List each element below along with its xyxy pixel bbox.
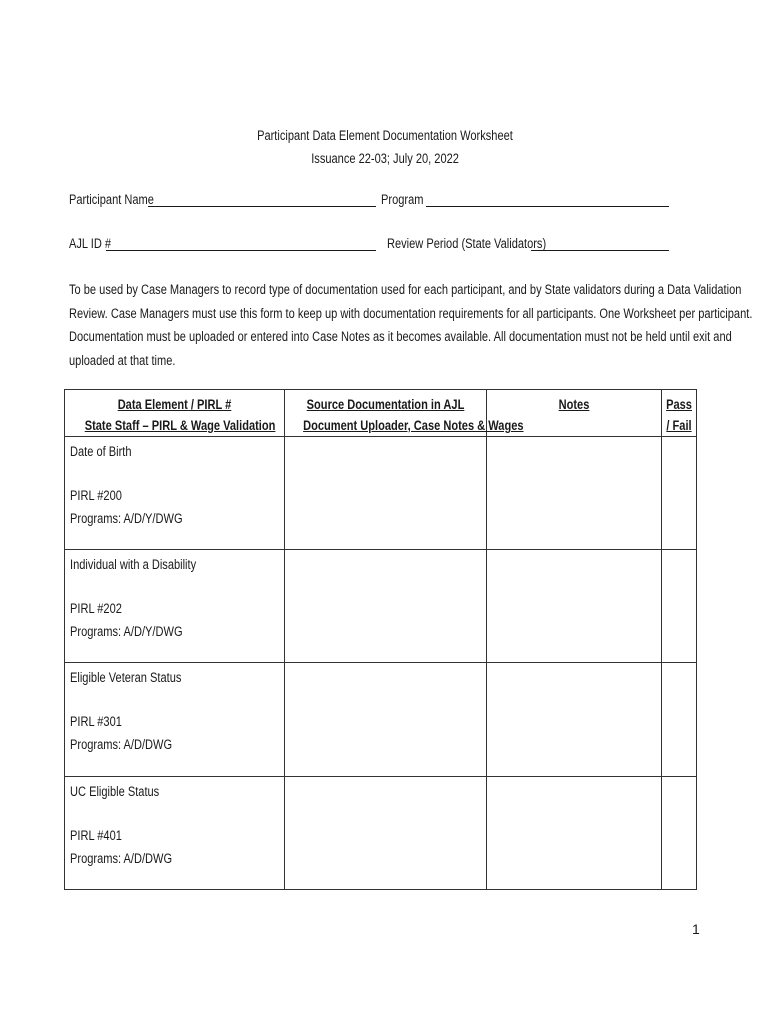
document-title: Participant Data Element Documentation Worksheet: [257, 128, 513, 143]
ajl-id-field: [69, 236, 120, 251]
header-data-element: Data Element / PIRL # State Staff – PIRL & Wage Validation: [65, 390, 285, 437]
source-documentation-cell[interactable]: [285, 777, 487, 890]
data-element-cell: [65, 550, 285, 663]
header-notes: Notes: [487, 390, 662, 437]
element-name: UC Eligible Status: [70, 784, 160, 799]
pirl-number: PIRL #301: [70, 714, 122, 729]
participant-program-row: [69, 192, 679, 212]
ajl-id-label: AJL ID #: [69, 236, 112, 251]
ajl-id-blank[interactable]: [106, 250, 376, 251]
program-blank[interactable]: [426, 206, 669, 207]
instructions-paragraph: [69, 278, 770, 372]
source-documentation-cell[interactable]: [285, 437, 487, 550]
element-name: Date of Birth: [70, 444, 132, 459]
data-element-cell: [65, 777, 285, 890]
notes-cell[interactable]: [487, 663, 662, 777]
program-field: [381, 192, 433, 207]
header-pass-fail: Pass / Fail: [662, 390, 697, 437]
notes-cell[interactable]: [487, 550, 662, 663]
pass-fail-cell[interactable]: [662, 550, 697, 663]
review-period-blank[interactable]: [531, 250, 669, 251]
source-documentation-cell[interactable]: [285, 663, 487, 777]
instructions-line: Documentation must be uploaded or entered into Case Notes as it becomes available. All documentation must not be held until exit and: [69, 329, 732, 344]
notes-cell[interactable]: [487, 777, 662, 890]
table-row: [65, 663, 697, 777]
table-row: [65, 777, 697, 890]
pass-fail-cell[interactable]: [662, 663, 697, 777]
element-name: Individual with a Disability: [70, 557, 197, 572]
instructions-line: Review. Case Managers must use this form to keep up with documentation requirements for all participants. One Worksheet per participant.: [69, 305, 753, 321]
id-review-row: [69, 236, 679, 256]
pirl-number: PIRL #200: [70, 488, 122, 503]
pirl-number: PIRL #401: [70, 828, 122, 843]
document-header: [0, 124, 770, 170]
document-subtitle: Issuance 22-03; July 20, 2022: [311, 151, 459, 166]
source-documentation-cell[interactable]: [285, 550, 487, 663]
pass-fail-cell[interactable]: [662, 777, 697, 890]
notes-cell[interactable]: [487, 437, 662, 550]
programs-text: Programs: A/D/DWG: [70, 737, 173, 752]
documentation-table: [64, 389, 697, 890]
pirl-number: PIRL #202: [70, 601, 122, 616]
table-row: [65, 550, 697, 663]
participant-name-blank[interactable]: [148, 206, 376, 207]
pass-fail-cell[interactable]: [662, 437, 697, 550]
programs-text: Programs: A/D/Y/DWG: [70, 511, 183, 526]
review-period-field: [387, 236, 581, 251]
data-element-cell: [65, 437, 285, 550]
participant-name-label: Participant Name: [69, 192, 154, 207]
page-number: 1: [692, 921, 700, 937]
review-period-label: Review Period (State Validators): [387, 236, 547, 251]
data-element-cell: [65, 663, 285, 777]
table-row: [65, 437, 697, 550]
header-source-documentation: Source Documentation in AJL Document Uploader, Case Notes & Wages: [285, 390, 487, 437]
element-name: Eligible Veteran Status: [70, 670, 182, 685]
instructions-line: To be used by Case Managers to record type of documentation used for each participant, and by State validators during a Data Validation: [69, 282, 742, 297]
programs-text: Programs: A/D/DWG: [70, 851, 173, 866]
participant-name-field: [69, 192, 173, 207]
program-label: Program: [381, 192, 424, 207]
table-header-row: [65, 390, 697, 437]
programs-text: Programs: A/D/Y/DWG: [70, 624, 183, 639]
instructions-line: uploaded at that time.: [69, 352, 176, 368]
